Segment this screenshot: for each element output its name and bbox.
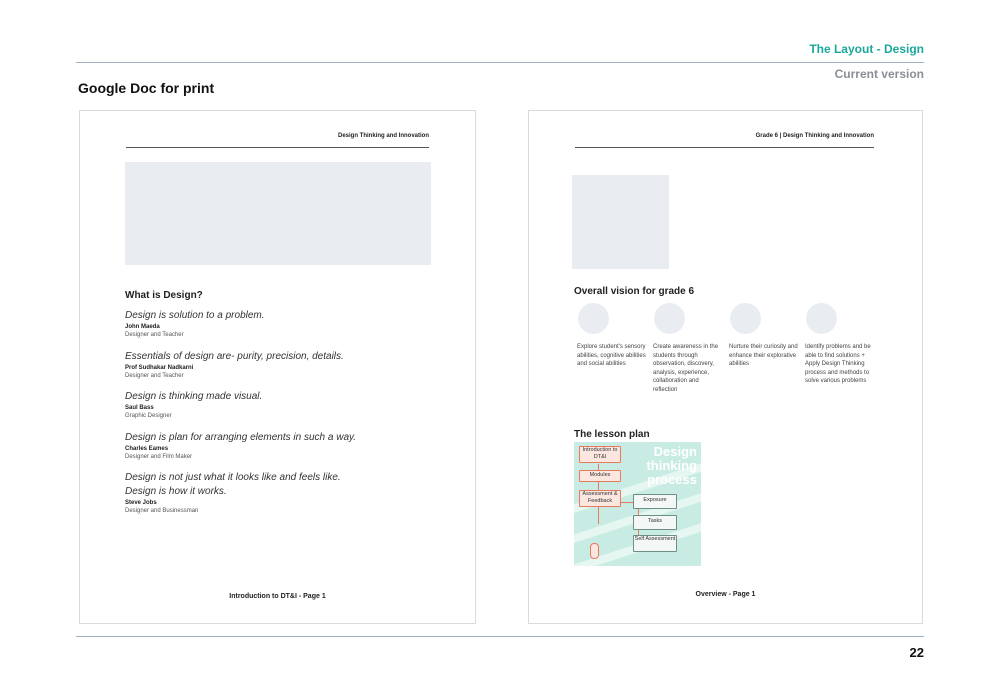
- vision-item: Nurture their curiosity and enhance their explorative abilities: [729, 344, 798, 367]
- quote-author: Prof Sudhakar Nadkarni: [125, 365, 194, 371]
- running-head: Design Thinking and Innovation: [338, 133, 429, 139]
- quote-block: [125, 472, 445, 514]
- step-intro: Introduction to DT&I: [579, 446, 621, 463]
- step-modules: Modules: [579, 470, 621, 482]
- quote-text: Essentials of design are- purity, precision, details.: [125, 351, 344, 362]
- quote-block: [125, 351, 445, 379]
- quote-text: Design is solution to a problem.: [125, 310, 265, 321]
- quote-role: Designer and Teacher: [125, 373, 184, 379]
- step-tasks: Tasks: [633, 515, 677, 530]
- header-rule: [575, 147, 874, 148]
- bottom-divider: [76, 636, 924, 637]
- quote-block: [125, 310, 445, 338]
- page-footer: Overview - Page 1: [695, 591, 756, 598]
- vision-icon-placeholder: [806, 303, 837, 334]
- step-exposure: Exposure: [633, 494, 677, 509]
- top-divider: [76, 62, 924, 63]
- quote-author: Charles Eames: [125, 446, 169, 452]
- slide-title: The Layout - Design: [809, 42, 924, 56]
- quote-text: Design is thinking made visual.: [125, 391, 263, 402]
- quote-text: Design is not just what it looks like and feels like.: [125, 472, 341, 483]
- image-placeholder: [125, 162, 431, 265]
- header-rule: [126, 147, 429, 148]
- quote-role: Designer and Teacher: [125, 332, 184, 338]
- vision-item: Identify problems and be able to find solutions + Apply Design Thinking process and methods to solve various problems: [805, 344, 871, 384]
- running-head: Grade 6 | Design Thinking and Innovation: [755, 133, 874, 139]
- quote-block: [125, 391, 445, 419]
- vision-heading: Overall vision for grade 6: [574, 286, 695, 297]
- page-footer: Introduction to DT&I - Page 1: [229, 593, 326, 600]
- left-page-preview: [79, 110, 476, 624]
- graphic-title: Design thinking process: [646, 444, 697, 487]
- step-self-assessment: Self Assessment: [633, 535, 677, 552]
- lesson-plan-graphic: [574, 442, 701, 566]
- vision-item: Create awareness in the students through observation, discovery, analysis, experience, collaboration and reflection: [653, 344, 719, 393]
- image-placeholder: [572, 175, 669, 269]
- version-label: Current version: [834, 67, 924, 81]
- quote-role: Designer and Film Maker: [125, 454, 193, 460]
- page-heading: What is Design?: [125, 290, 203, 301]
- quote-author: Steve Jobs: [125, 500, 157, 506]
- quote-text: Design is plan for arranging elements in such a way.: [125, 432, 357, 443]
- step-assessment: Assessment & Feedback: [579, 490, 621, 507]
- quote-text-continued: Design is how it works.: [125, 486, 227, 497]
- vision-icon-placeholder: [730, 303, 761, 334]
- quote-author: John Maeda: [125, 324, 160, 330]
- vision-icon-placeholder: [654, 303, 685, 334]
- quote-role: Graphic Designer: [125, 413, 172, 419]
- loop-marker: [590, 543, 599, 559]
- section-title: Google Doc for print: [78, 80, 215, 96]
- quote-block: [125, 432, 445, 460]
- vision-icon-placeholder: [578, 303, 609, 334]
- quote-author: Saul Bass: [125, 405, 154, 411]
- quote-role: Designer and Businessman: [125, 508, 199, 514]
- right-page-preview: [528, 110, 923, 624]
- vision-item: Explore student's sensory abilities, cognitive abilities and social abilities: [577, 344, 646, 367]
- slide-page-number: 22: [909, 645, 924, 660]
- lesson-heading: The lesson plan: [574, 429, 650, 440]
